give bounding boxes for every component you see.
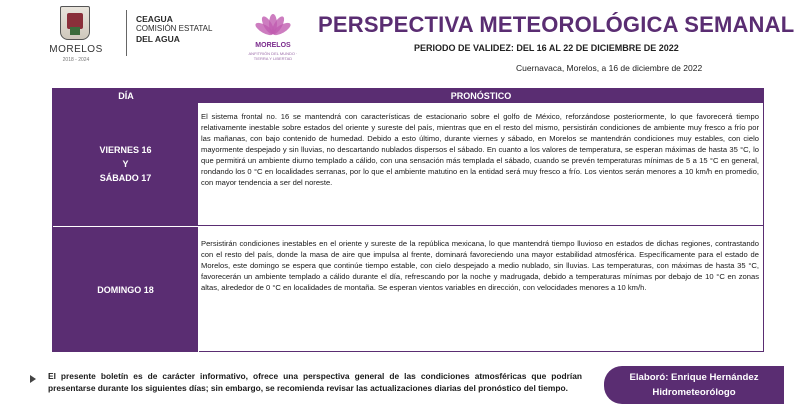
disclaimer-note: El presente boletín es de carácter informativo, ofrece una perspectiva general de las condiciones atmosféricas que podrían presentarse durante los siguientes días; sin embargo, se recomienda revisar las actualizaciones diarias del pronóstico del tiempo.: [48, 371, 582, 393]
agency-name-line1: COMISIÓN ESTATAL: [136, 24, 213, 33]
government-logo: [248, 6, 298, 70]
dateline: Cuernavaca, Morelos, a 16 de diciembre de 2022: [516, 63, 703, 73]
column-header-forecast: PRONÓSTICO: [450, 91, 512, 101]
validity-period: PERIODO DE VALIDEZ: DEL 16 AL 22 DE DICIEMBRE DE 2022: [414, 43, 679, 53]
day-cell: [53, 103, 199, 225]
page-title: PERSPECTIVA METEOROLÓGICA SEMANAL: [318, 12, 795, 37]
author-badge: [604, 366, 784, 404]
header-divider: [126, 10, 127, 56]
day-label: VIERNES 16: [99, 145, 152, 155]
agency-acronym: CEAGUA: [136, 14, 173, 24]
forecast-text: Persistirán condiciones inestables en el oriente y sureste de la república mexicana, lo que mantendrá tiempo lluvioso en estados de dichas regiones, contrastando con el resto del país, donde la masa de aire que impulsa al frente, dominará favoreciendo una mayor estabilidad atmosférica. Específicamente para el estado de Morelos, este domingo se espera que continúe tiempo estable, con cielo despejado a medio nublado, sin lluvias. Las temperaturas, con máximas de hasta 35 °C, favorecerán un ambiente templado a cálido durante el día, refrescando por la noche y madrugada, debido a temperaturas mínimas por debajo de 10 °C en zonas altas, alrededor de 0 °C en localidades de montaña. Se esperan vientos variables en dirección, con velocidades menores a 10 km/h.: [201, 239, 759, 292]
government-logo-name: MORELOS: [255, 42, 291, 49]
day-cell: [53, 227, 199, 352]
author-name: Elaboró: Enrique Hernández: [629, 372, 759, 383]
morelos-state-logo: [40, 6, 112, 66]
header: [0, 0, 800, 80]
coat-of-arms-icon: [60, 6, 90, 40]
day-label: SÁBADO 17: [99, 173, 152, 183]
table-header-row: [53, 89, 763, 103]
agency-name-line2: DEL AGUA: [136, 34, 180, 44]
flower-icon: [259, 6, 287, 38]
forecast-text: El sistema frontal no. 16 se mantendrá con características de estacionario sobre el golfo de México, reforzándose posteriormente, lo que favorecerá tiempo relativamente inestable sobre estados del oriente y sureste del país, mientras que en el resto del mismo, persistirán condiciones de ambiente muy fresco a frío por las mañanas, con bajo contenido de humedad. Debido a esto último, durante viernes y sábado, en Morelos se mantendrán condiciones muy estables, con cielo mayormente despejado y sin lluvias, no descartando nublados dispersos el sábado. En cuanto a los valores de temperatura, se esperan máximas de hasta 35 °C, lo que permitirá un ambiente diurno templado a cálido, con una sensación más templada el sábado, cuando se prevén temperaturas mínimas de 5 a 15 °C en general, rondando los 0 °C en localidades serranas, por lo que el ambiente matutino en la entidad será muy fresco a frío. Los vientos serán menores a 10 km/h en promedio, con mayor tendencia a ser del noreste.: [201, 112, 759, 187]
state-logo-name: MORELOS: [49, 44, 103, 55]
column-header-day: DÍA: [118, 91, 134, 101]
forecast-table: [52, 88, 764, 352]
state-logo-years: 2018 - 2024: [62, 57, 90, 63]
government-logo-tagline: ANFITRIÓN DEL MUNDO · TIERRA Y LIBERTAD: [248, 51, 298, 61]
table-row: [53, 227, 763, 352]
table-row: [53, 103, 763, 226]
agency-logo: [136, 14, 246, 44]
author-role: Hidrometeorólogo: [652, 387, 736, 398]
day-label: DOMINGO 18: [97, 284, 154, 295]
day-label-connector: Y: [122, 159, 129, 169]
